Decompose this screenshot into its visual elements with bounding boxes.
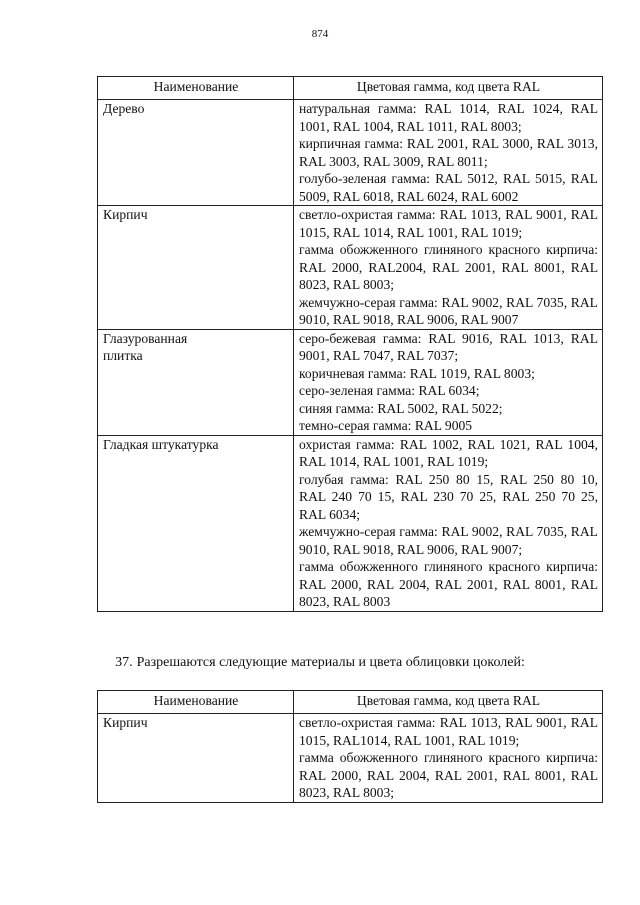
color-range-line: светло-охристая гамма: RAL 1013, RAL 9001, RAL 1015, RAL1014, RAL 1001, RAL 1019; (299, 715, 598, 748)
color-range-line: гамма обожженного глиняного красного кирпича: RAL 2000, RAL 2004, RAL 2001, RAL 8001, RAL 8023, RAL 8003; (299, 750, 598, 800)
color-range-line: гамма обожженного глиняного красного кирпича: RAL 2000, RAL2004, RAL 2001, RAL 8001, RAL 8023, RAL 8003; (299, 242, 598, 292)
page-number: 874 (311, 28, 329, 40)
table-row (98, 435, 603, 611)
material-name: плитка (103, 348, 143, 363)
material-name-cell (98, 329, 294, 435)
material-name: Дерево (103, 101, 145, 116)
ral-color-table-facades (97, 76, 603, 612)
color-range-line: жемчужно-серая гамма: RAL 9002, RAL 7035, RAL 9010, RAL 9018, RAL 9006, RAL 9007; (299, 524, 598, 557)
color-range-cell (294, 435, 603, 611)
material-name: Глазурованная (103, 330, 188, 346)
color-range-line: синяя гамма: RAL 5002, RAL 5022; (299, 400, 503, 416)
color-range-line: голубо-зеленая гамма: RAL 5012, RAL 5015, RAL 5009, RAL 6018, RAL 6024, RAL 6002 (299, 171, 598, 204)
material-name-cell (98, 714, 294, 803)
color-range-line: гамма обожженного глиняного красного кирпича: RAL 2000, RAL 2004, RAL 2001, RAL 8001, RAL 8023, RAL 8003 (299, 559, 598, 609)
table-row (98, 100, 603, 206)
table-row (98, 206, 603, 330)
paragraph-text: Разрешаются следующие материалы и цвета облицовки цоколей: (136, 655, 525, 670)
color-range-line: коричневая гамма: RAL 1019, RAL 8003; (299, 365, 535, 381)
color-range-line: светло-охристая гамма: RAL 1013, RAL 9001, RAL 1015, RAL 1014, RAL 1001, RAL 1019; (299, 207, 598, 240)
color-range-line: темно-серая гамма: RAL 9005 (299, 418, 473, 433)
material-name-cell (98, 100, 294, 206)
table-row (98, 714, 603, 803)
color-range-line: охристая гамма: RAL 1002, RAL 1021, RAL 1004, RAL 1014, RAL 1001, RAL 1019; (299, 436, 598, 469)
header-name: Наименование (98, 77, 294, 100)
material-name: Гладкая штукатурка (103, 436, 219, 452)
header-color-range: Цветовая гамма, код цвета RAL (294, 691, 603, 714)
color-range-cell (294, 714, 603, 803)
color-range-line: кирпичная гамма: RAL 2001, RAL 3000, RAL 3013, RAL 3003, RAL 3009, RAL 8011; (299, 136, 598, 169)
color-range-line: голубая гамма: RAL 250 80 15, RAL 250 80 10, RAL 240 70 15, RAL 230 70 25, RAL 250 70 25, RAL 6034; (299, 471, 598, 522)
header-name: Наименование (98, 691, 294, 714)
color-range-cell (294, 100, 603, 206)
color-range-cell (294, 329, 603, 435)
color-range-line: серо-зеленая гамма: RAL 6034; (299, 383, 480, 398)
material-name-cell (98, 435, 294, 611)
ral-color-table-plinths (97, 690, 603, 803)
paragraph-number: 37. (115, 655, 133, 670)
material-name-cell (98, 206, 294, 330)
table-row (98, 329, 603, 435)
paragraph-37 (0, 655, 640, 671)
material-name: Кирпич (103, 715, 148, 730)
table-header-row (98, 691, 603, 714)
color-range-line: серо-бежевая гамма: RAL 9016, RAL 1013, RAL 9001, RAL 7047, RAL 7037; (299, 330, 598, 363)
header-color-range: Цветовая гамма, код цвета RAL (294, 77, 603, 100)
color-range-line: жемчужно-серая гамма: RAL 9002, RAL 7035, RAL 9010, RAL 9018, RAL 9006, RAL 9007 (299, 294, 598, 327)
table-header-row (98, 77, 603, 100)
color-range-line: натуральная гамма: RAL 1014, RAL 1024, RAL 1001, RAL 1004, RAL 1011, RAL 8003; (299, 101, 598, 134)
color-range-cell (294, 206, 603, 330)
material-name: Кирпич (103, 207, 148, 222)
